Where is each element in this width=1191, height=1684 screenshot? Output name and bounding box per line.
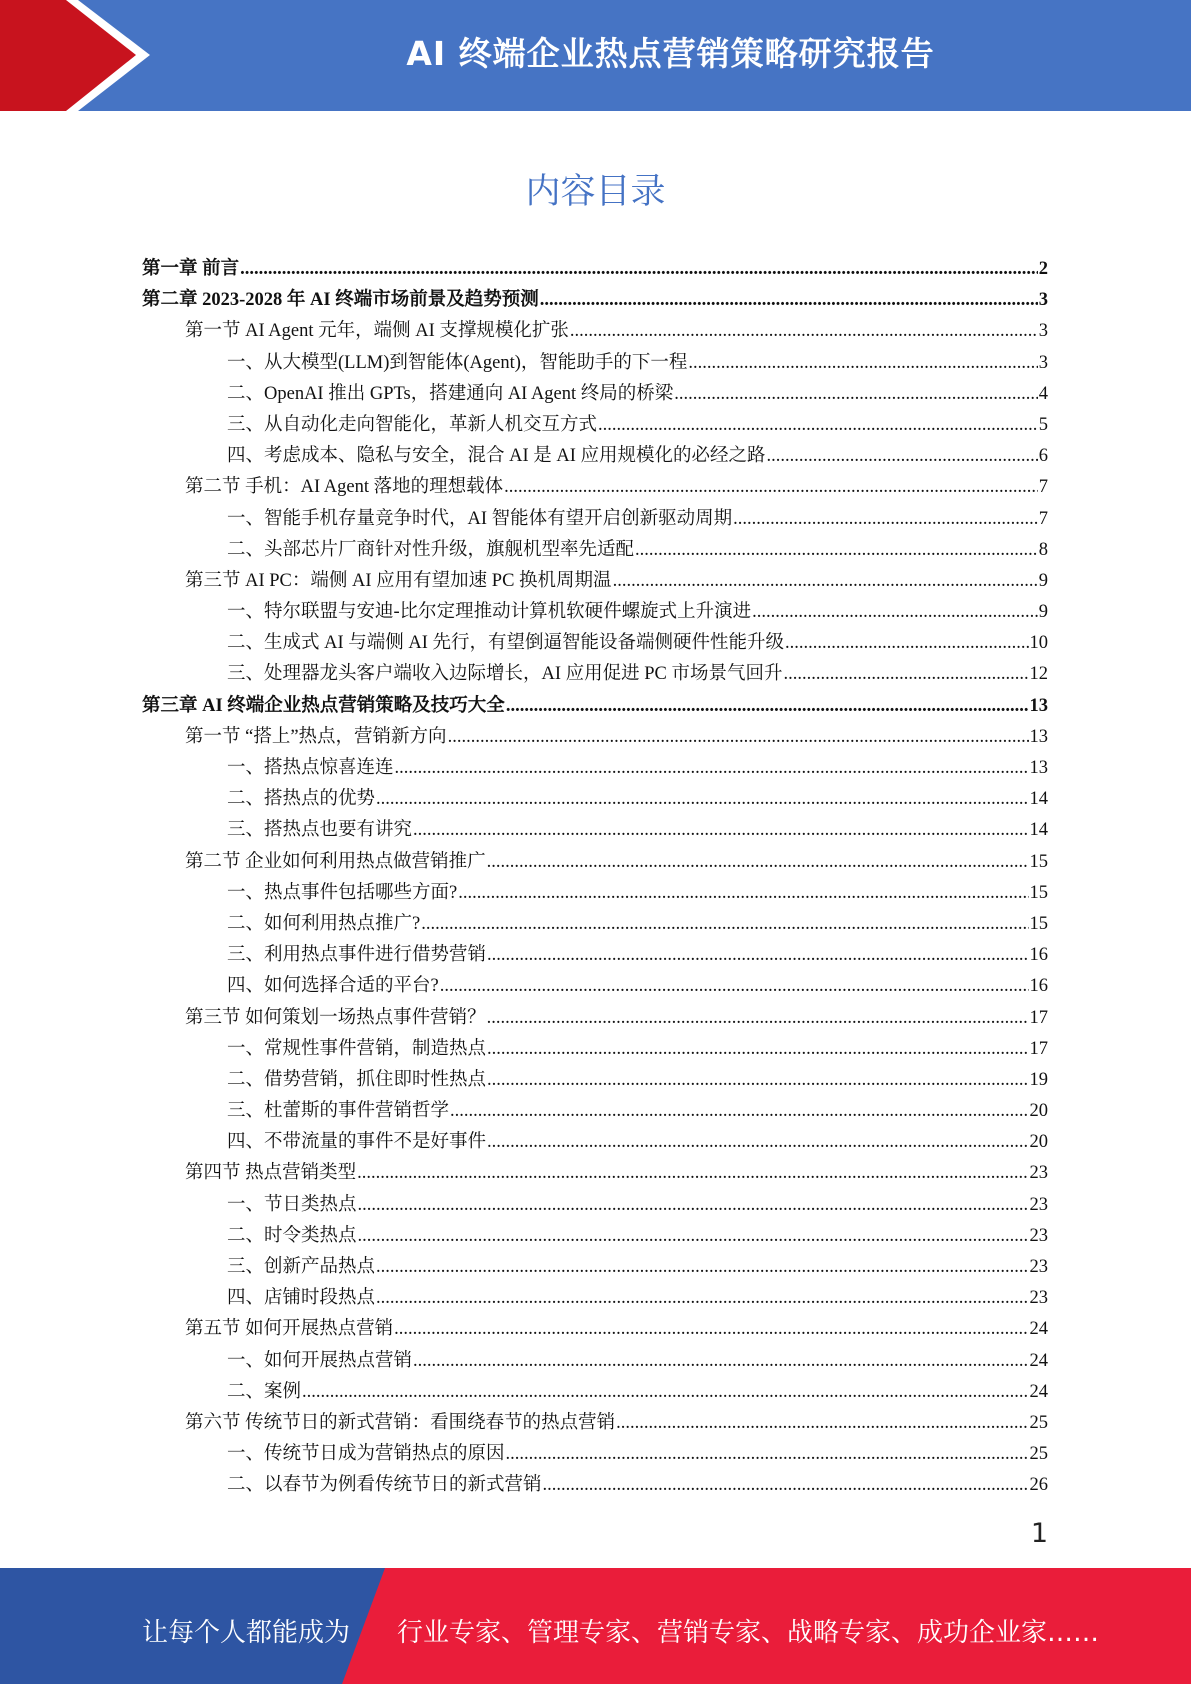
toc-entry-title: 第三节 AI PC：端侧 AI 应用有望加速 PC 换机周期温 bbox=[185, 570, 612, 591]
table-of-contents bbox=[142, 254, 1048, 1502]
toc-entry-page: 13 bbox=[1029, 758, 1048, 778]
toc-dot-leader bbox=[785, 628, 1028, 659]
toc-entry-page: 25 bbox=[1029, 1412, 1048, 1433]
toc-dot-leader bbox=[357, 1158, 1028, 1189]
toc-entry-page: 23 bbox=[1029, 1225, 1048, 1246]
toc-entry[interactable] bbox=[142, 597, 1048, 628]
toc-entry-title: 三、杜蕾斯的事件营销哲学 bbox=[227, 1101, 450, 1122]
toc-entry-page: 15 bbox=[1029, 882, 1048, 903]
toc-dot-leader bbox=[752, 597, 1038, 628]
toc-entry[interactable] bbox=[142, 691, 1048, 722]
toc-entry[interactable] bbox=[142, 1065, 1048, 1096]
toc-entry-page: 26 bbox=[1029, 1475, 1048, 1496]
toc-dot-leader bbox=[635, 535, 1038, 566]
toc-entry[interactable] bbox=[142, 784, 1048, 815]
toc-entry-title: 一、传统节日成为营销热点的原因 bbox=[227, 1444, 505, 1465]
toc-dot-leader bbox=[376, 1283, 1028, 1314]
toc-dot-leader bbox=[450, 1096, 1028, 1127]
toc-entry-page: 7 bbox=[1038, 477, 1048, 498]
toc-dot-leader bbox=[487, 1034, 1028, 1065]
toc-entry-page: 23 bbox=[1029, 1163, 1048, 1184]
toc-dot-leader bbox=[784, 659, 1029, 690]
toc-entry[interactable] bbox=[142, 285, 1048, 316]
toc-entry-page: 3 bbox=[1038, 321, 1048, 342]
toc-dot-leader bbox=[598, 410, 1038, 441]
toc-entry[interactable] bbox=[142, 348, 1048, 379]
toc-entry[interactable] bbox=[142, 254, 1048, 285]
toc-entry-title: 三、利用热点事件进行借势营销 bbox=[227, 945, 487, 966]
toc-dot-leader bbox=[358, 1190, 1029, 1221]
toc-entry[interactable] bbox=[142, 379, 1048, 410]
toc-entry[interactable] bbox=[142, 1470, 1048, 1501]
toc-entry-title: 第一章 前言 bbox=[142, 259, 240, 279]
toc-entry-title: 二、OpenAI 推出 GPTs，搭建通向 AI Agent 终局的桥梁 bbox=[227, 383, 674, 404]
toc-dot-leader bbox=[395, 753, 1029, 784]
toc-entry[interactable] bbox=[142, 1283, 1048, 1314]
toc-dot-leader bbox=[302, 1377, 1028, 1408]
toc-entry-title: 三、搭热点也要有讲究 bbox=[227, 820, 413, 841]
toc-dot-leader bbox=[506, 691, 1029, 722]
toc-entry-page: 2 bbox=[1038, 259, 1048, 279]
toc-entry-title: 第三章 AI 终端企业热点营销策略及技巧大全 bbox=[142, 695, 505, 716]
toc-entry-title: 一、从大模型(LLM)到智能体(Agent)，智能助手的下一程 bbox=[227, 352, 688, 373]
toc-entry-page: 24 bbox=[1029, 1381, 1048, 1402]
toc-entry-page: 4 bbox=[1038, 383, 1048, 404]
toc-entry[interactable] bbox=[142, 504, 1048, 535]
toc-entry-page: 20 bbox=[1029, 1132, 1048, 1153]
toc-dot-leader bbox=[613, 566, 1038, 597]
toc-entry-page: 17 bbox=[1029, 1007, 1048, 1028]
toc-entry-page: 8 bbox=[1038, 539, 1048, 560]
toc-entry[interactable] bbox=[142, 940, 1048, 971]
toc-entry-title: 第三节 如何策划一场热点事件营销？ bbox=[185, 1007, 486, 1028]
toc-entry[interactable] bbox=[142, 1439, 1048, 1470]
toc-entry[interactable] bbox=[142, 909, 1048, 940]
toc-entry-title: 二、案例 bbox=[227, 1381, 302, 1402]
toc-entry[interactable] bbox=[142, 566, 1048, 597]
toc-entry-title: 二、如何利用热点推广? bbox=[227, 913, 421, 934]
toc-entry-page: 12 bbox=[1029, 664, 1048, 685]
toc-entry[interactable] bbox=[142, 1096, 1048, 1127]
toc-entry-title: 二、借势营销，抓住即时性热点 bbox=[227, 1069, 487, 1090]
page-footer bbox=[0, 1568, 1191, 1684]
toc-entry-title: 二、头部芯片厂商针对性升级，旗舰机型率先适配 bbox=[227, 539, 635, 560]
toc-dot-leader bbox=[487, 1127, 1028, 1158]
toc-entry[interactable] bbox=[142, 535, 1048, 566]
toc-entry[interactable] bbox=[142, 316, 1048, 347]
toc-entry-title: 第一节 “搭上”热点，营销新方向 bbox=[185, 726, 447, 747]
toc-entry[interactable] bbox=[142, 441, 1048, 472]
toc-entry[interactable] bbox=[142, 1034, 1048, 1065]
toc-dot-leader bbox=[413, 1346, 1028, 1377]
toc-entry-title: 一、常规性事件营销，制造热点 bbox=[227, 1038, 487, 1059]
toc-entry-title: 二、以春节为例看传统节日的新式营销 bbox=[227, 1475, 542, 1496]
toc-entry-title: 四、如何选择合适的平台? bbox=[227, 976, 439, 997]
toc-dot-leader bbox=[376, 784, 1028, 815]
toc-entry[interactable] bbox=[142, 1003, 1048, 1034]
toc-entry-page: 17 bbox=[1029, 1038, 1048, 1059]
toc-entry[interactable] bbox=[142, 1190, 1048, 1221]
toc-entry[interactable] bbox=[142, 1408, 1048, 1439]
toc-dot-leader bbox=[506, 1439, 1029, 1470]
toc-entry-page: 23 bbox=[1029, 1194, 1048, 1215]
toc-dot-leader bbox=[413, 815, 1028, 846]
toc-entry[interactable] bbox=[142, 971, 1048, 1002]
toc-dot-leader bbox=[543, 1470, 1029, 1501]
toc-entry-title: 三、从自动化走向智能化，革新人机交互方式 bbox=[227, 414, 598, 435]
toc-entry[interactable] bbox=[142, 410, 1048, 441]
toc-dot-leader bbox=[487, 847, 1029, 878]
toc-entry[interactable] bbox=[142, 659, 1048, 690]
toc-entry-page: 24 bbox=[1029, 1350, 1048, 1371]
toc-entry-title: 四、不带流量的事件不是好事件 bbox=[227, 1132, 487, 1153]
toc-dot-leader bbox=[733, 504, 1038, 535]
toc-entry-page: 3 bbox=[1038, 352, 1048, 373]
toc-entry-page: 23 bbox=[1029, 1288, 1048, 1309]
toc-dot-leader bbox=[421, 909, 1028, 940]
toc-entry-title: 三、处理器龙头客户端收入边际增长，AI 应用促进 PC 市场景气回升 bbox=[227, 664, 783, 685]
toc-entry-title: 二、时令类热点 bbox=[227, 1225, 357, 1246]
toc-entry[interactable] bbox=[142, 1221, 1048, 1252]
toc-entry[interactable] bbox=[142, 472, 1048, 503]
toc-entry-page: 6 bbox=[1038, 446, 1048, 467]
toc-entry[interactable] bbox=[142, 1127, 1048, 1158]
toc-entry-page: 5 bbox=[1038, 414, 1048, 435]
page-header bbox=[0, 0, 1191, 111]
toc-dot-leader bbox=[240, 254, 1038, 285]
toc-entry-title: 一、节日类热点 bbox=[227, 1194, 357, 1215]
toc-entry-title: 第二节 手机：AI Agent 落地的理想载体 bbox=[185, 477, 504, 498]
toc-entry-page: 9 bbox=[1038, 570, 1048, 591]
toc-dot-leader bbox=[767, 441, 1038, 472]
toc-entry[interactable] bbox=[142, 1158, 1048, 1189]
toc-entry[interactable] bbox=[142, 878, 1048, 909]
toc-entry-title: 一、智能手机存量竞争时代，AI 智能体有望开启创新驱动周期 bbox=[227, 508, 733, 529]
toc-entry-title: 一、特尔联盟与安迪-比尔定理推动计算机软硬件螺旋式上升演进 bbox=[227, 602, 752, 623]
toc-entry-title: 四、店铺时段热点 bbox=[227, 1288, 376, 1309]
toc-dot-leader bbox=[674, 379, 1037, 410]
toc-entry-page: 9 bbox=[1038, 602, 1048, 623]
toc-entry-page: 7 bbox=[1038, 508, 1048, 529]
toc-entry-title: 二、生成式 AI 与端侧 AI 先行，有望倒逼智能设备端侧硬件性能升级 bbox=[227, 633, 785, 654]
toc-entry-page: 15 bbox=[1029, 913, 1048, 934]
toc-entry-page: 25 bbox=[1029, 1444, 1048, 1465]
toc-entry-page: 19 bbox=[1029, 1069, 1048, 1090]
toc-entry-page: 10 bbox=[1029, 633, 1048, 654]
toc-dot-leader bbox=[487, 1003, 1029, 1034]
toc-entry-page: 20 bbox=[1029, 1101, 1048, 1122]
toc-entry-page: 24 bbox=[1029, 1319, 1048, 1340]
toc-entry-page: 13 bbox=[1029, 726, 1048, 747]
toc-dot-leader bbox=[458, 878, 1028, 909]
toc-entry-title: 三、创新产品热点 bbox=[227, 1257, 376, 1277]
toc-entry[interactable] bbox=[142, 847, 1048, 878]
toc-dot-leader bbox=[487, 1065, 1028, 1096]
toc-dot-leader bbox=[448, 722, 1029, 753]
toc-dot-leader bbox=[440, 971, 1029, 1002]
toc-entry-title: 第二节 企业如何利用热点做营销推广 bbox=[185, 851, 486, 872]
toc-entry-title: 第六节 传统节日的新式营销：看围绕春节的热点营销 bbox=[185, 1412, 616, 1433]
toc-dot-leader bbox=[487, 940, 1028, 971]
toc-entry-page: 3 bbox=[1038, 290, 1048, 311]
toc-entry[interactable] bbox=[142, 1346, 1048, 1377]
toc-entry-title: 第五节 如何开展热点营销 bbox=[185, 1319, 394, 1340]
report-title: AI 终端企业热点营销策略研究报告 bbox=[406, 34, 935, 73]
toc-entry-title: 一、热点事件包括哪些方面? bbox=[227, 882, 458, 903]
toc-entry-page: 14 bbox=[1029, 789, 1048, 810]
toc-entry-page: 13 bbox=[1029, 695, 1048, 716]
toc-entry-page: 16 bbox=[1029, 945, 1048, 966]
toc-entry-page: 23 bbox=[1029, 1257, 1048, 1277]
footer-slogan-left: 让每个人都能成为 bbox=[142, 1618, 351, 1648]
toc-entry[interactable] bbox=[142, 1377, 1048, 1408]
toc-entry-page: 16 bbox=[1029, 976, 1048, 997]
footer-slogan-right: 行业专家、管理专家、营销专家、战略专家、成功企业家…… bbox=[397, 1618, 1100, 1648]
toc-entry-title: 第四节 热点营销类型 bbox=[185, 1163, 357, 1184]
toc-dot-leader bbox=[358, 1221, 1029, 1252]
toc-entry[interactable] bbox=[142, 1252, 1048, 1283]
toc-entry-title: 一、搭热点惊喜连连 bbox=[227, 758, 394, 778]
toc-dot-leader bbox=[394, 1314, 1028, 1345]
toc-entry-page: 14 bbox=[1029, 820, 1048, 841]
toc-entry-title: 一、如何开展热点营销 bbox=[227, 1350, 413, 1371]
toc-entry[interactable] bbox=[142, 1314, 1048, 1345]
toc-dot-leader bbox=[540, 285, 1038, 316]
toc-title: 内容目录 bbox=[525, 172, 666, 212]
toc-dot-leader bbox=[570, 316, 1038, 347]
toc-entry-title: 四、考虑成本、隐私与安全，混合 AI 是 AI 应用规模化的必经之路 bbox=[227, 446, 766, 467]
toc-entry-title: 第二章 2023-2028 年 AI 终端市场前景及趋势预测 bbox=[142, 290, 539, 311]
toc-entry[interactable] bbox=[142, 628, 1048, 659]
toc-entry[interactable] bbox=[142, 722, 1048, 753]
toc-entry-title: 第一节 AI Agent 元年，端侧 AI 支撑规模化扩张 bbox=[185, 321, 569, 342]
page-number: 1 bbox=[1030, 1518, 1048, 1549]
toc-entry[interactable] bbox=[142, 815, 1048, 846]
toc-dot-leader bbox=[376, 1252, 1028, 1283]
toc-dot-leader bbox=[616, 1408, 1028, 1439]
toc-dot-leader bbox=[688, 348, 1037, 379]
toc-entry-page: 15 bbox=[1029, 851, 1048, 872]
toc-entry[interactable] bbox=[142, 753, 1048, 784]
toc-dot-leader bbox=[504, 472, 1038, 503]
toc-entry-title: 二、搭热点的优势 bbox=[227, 789, 376, 810]
